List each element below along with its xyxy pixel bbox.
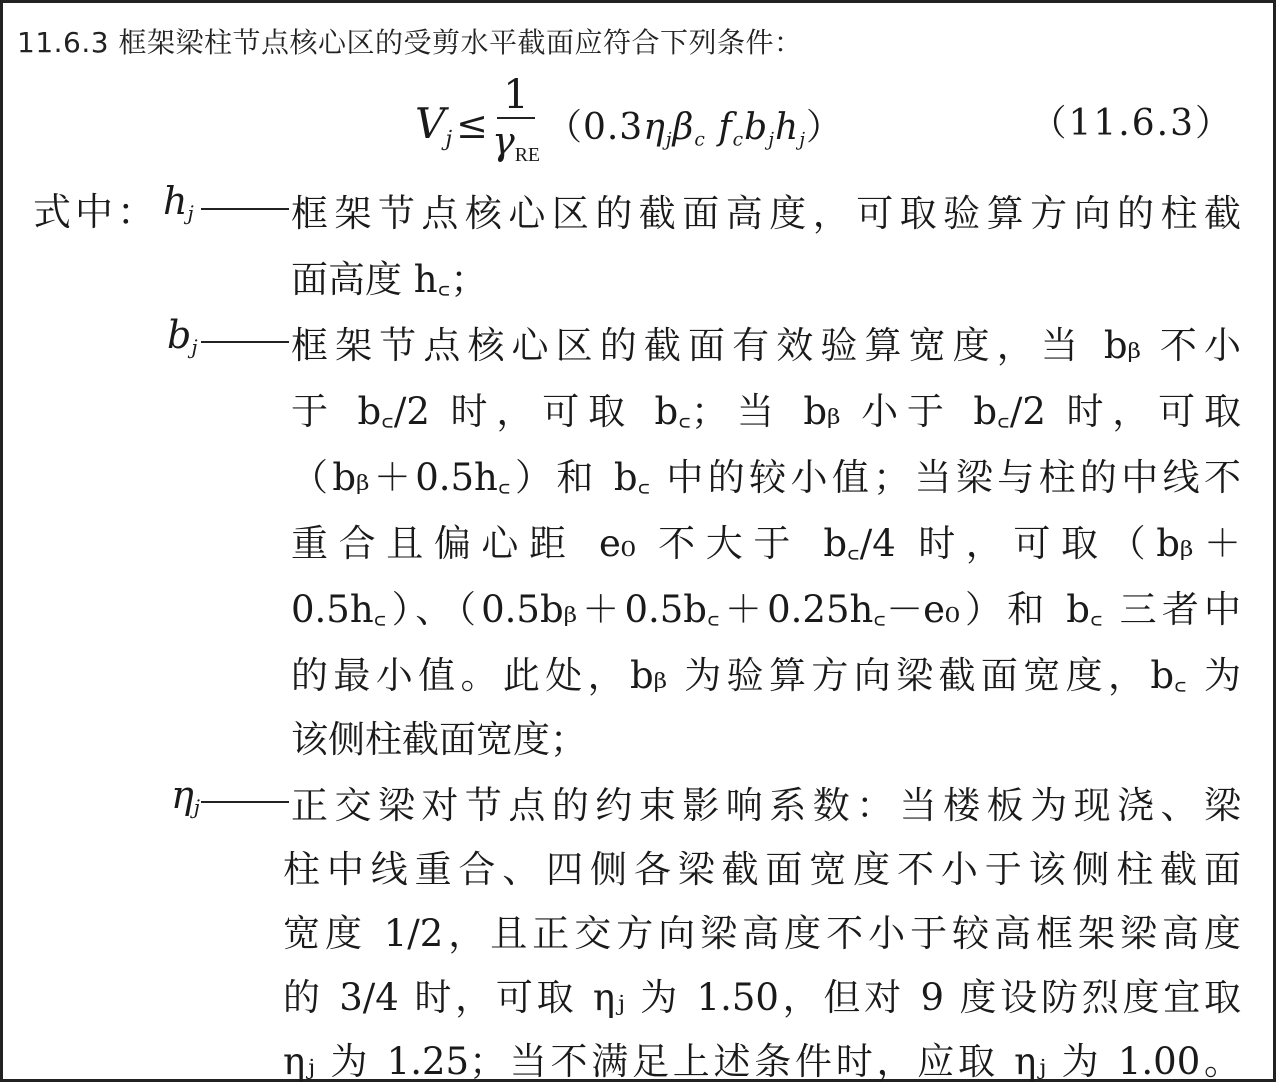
definition-line: 重合且偏心距 e₀ 不大于 b꜀/4 时，可取（bᵦ＋ — [291, 522, 1241, 565]
formula-relation: ≤ — [456, 103, 488, 147]
formula-11-6-3 — [415, 72, 844, 171]
fraction-denominator: γRE — [491, 119, 540, 166]
definition-line: ηⱼ 为 1.25；当不满足上述条件时，应取 ηⱼ 为 1.00。 — [283, 1040, 1241, 1083]
equation-number: （11.6.3） — [1030, 103, 1233, 144]
definition-dash — [201, 208, 289, 210]
formula-rhs: （$0.3\eta_j\beta_c$ $f_cb_jh_j$） — [545, 107, 844, 151]
definition-line: 柱中线重合、四侧各梁截面宽度不小于该侧柱截面 — [283, 848, 1241, 891]
definition-line: 的最小值。此处，bᵦ 为验算方向梁截面宽度，b꜀ 为 — [291, 654, 1241, 697]
definition-line: 于 b꜀/2 时，可取 b꜀；当 bᵦ 小于 b꜀/2 时，可取 — [291, 390, 1241, 433]
symbol-bj: $b_j$ — [167, 313, 198, 359]
definition-line: 的 3/4 时，可取 ηⱼ 为 1.50，但对 9 度设防烈度宜取 — [283, 976, 1241, 1019]
formula-lhs: $V_j$ — [415, 98, 453, 152]
definition-line: （bᵦ＋0.5h꜀）和 b꜀ 中的较小值；当梁与柱的中线不 — [291, 456, 1241, 499]
definition-line: 该侧柱截面宽度； — [291, 718, 587, 761]
definition-line: 框架节点核心区的截面高度，可取验算方向的柱截 — [291, 192, 1241, 235]
symbol-hj: $h_j$ — [163, 179, 194, 225]
definition-dash — [201, 801, 289, 803]
definition-line: 正交梁对节点的约束影响系数：当楼板为现浇、梁 — [291, 784, 1241, 827]
symbol-etaj: $\eta_j$ — [171, 773, 200, 819]
clause-heading: 11.6.3 框架梁柱节点核心区的受剪水平截面应符合下列条件： — [17, 26, 803, 59]
formula-fraction — [492, 73, 540, 177]
definition-line: 面高度 h꜀； — [291, 258, 488, 301]
definition-line: 0.5h꜀）、（0.5bᵦ＋0.5b꜀＋0.25h꜀－e₀）和 b꜀ 三者中 — [291, 588, 1241, 631]
definition-line: 框架节点核心区的截面有效验算宽度，当 bᵦ 不小 — [291, 324, 1241, 367]
fraction-numerator: 1 — [497, 73, 534, 119]
where-label: 式中： — [33, 190, 160, 234]
definition-dash — [201, 341, 289, 343]
definition-line: 宽度 1/2，且正交方向梁高度不小于较高框架梁高度 — [283, 912, 1241, 955]
